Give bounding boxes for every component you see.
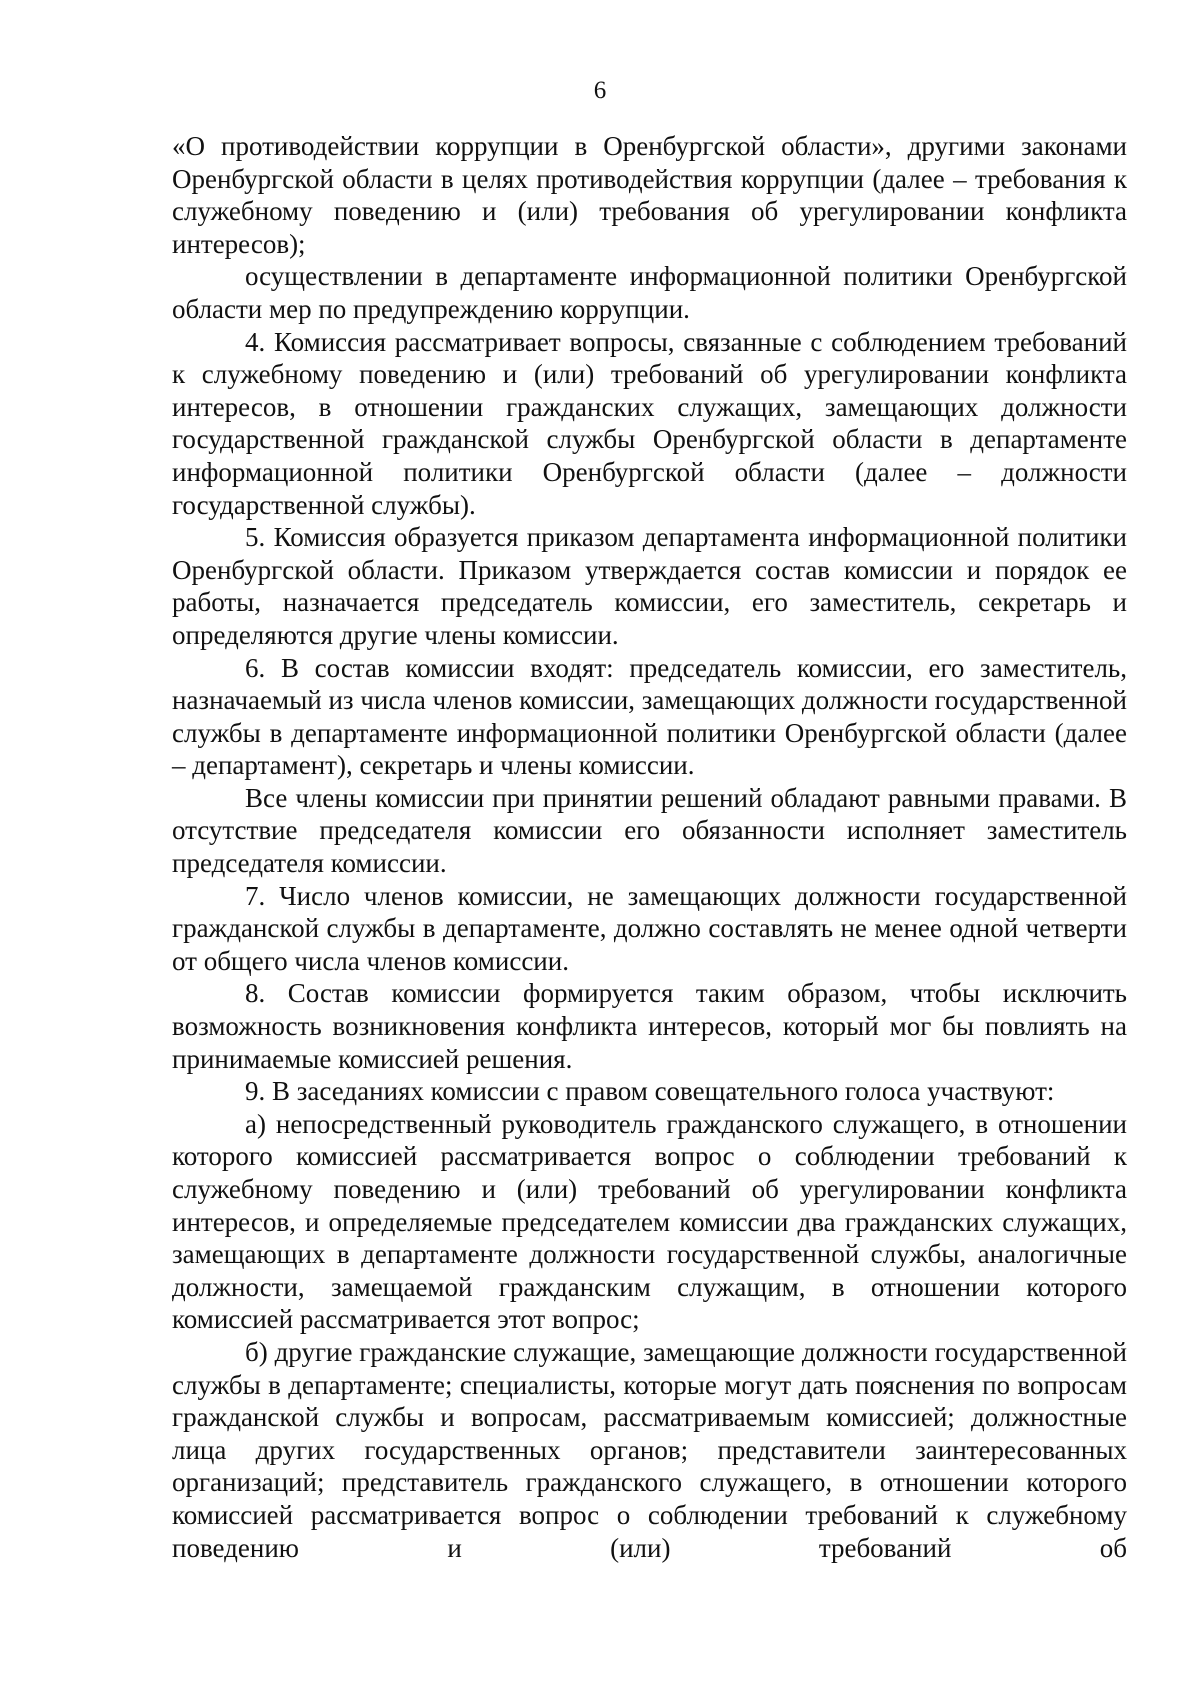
paragraph-8: 8. Состав комиссии формируется таким образом, чтобы исключить возможность возникновения конфликта интересов, который мог бы повлиять на принимаемые комиссией решения.	[172, 978, 1127, 1074]
paragraph-6: Все члены комиссии при принятии решений обладают равными правами. В отсутствие председателя комиссии его обязанности исполняет заместитель председателя комиссии.	[172, 782, 1127, 879]
paragraph-1: «О противодействии коррупции в Оренбургской области», другими законами Оренбургской области в целях противодействия коррупции (далее – требования к служебному поведению и (или) требования об урегулировании конфликта интересов);	[172, 131, 1127, 259]
paragraph-11: б) другие гражданские служащие, замещающие должности государственной службы в департаменте; специалисты, которые могут дать пояснения по вопросам гражданской службы и вопросам, рассматриваемым комиссией; должностные лица других государственных органов; представители заинтересованных организаций; представитель гражданского служащего, в отношении которого комиссией рассматривается вопрос о соблюдении требований к служебному поведению и (или) требований об	[172, 1336, 1127, 1563]
paragraph-4: 5. Комиссия образуется приказом департамента информационной политики Оренбургской области. Приказом утверждается состав комиссии и порядок ее работы, назначается председатель комиссии, его заместитель, секретарь и определяются другие члены комиссии.	[172, 522, 1127, 650]
document-body	[172, 130, 1127, 1564]
paragraph-5: 6. В состав комиссии входят: председатель комиссии, его заместитель, назначаемый из числа членов комиссии, замещающих должности государственной службы в департаменте информационной политики Оренбургской области (далее – департамент), секретарь и члены комиссии.	[172, 652, 1127, 781]
paragraph-9: 9. В заседаниях комиссии с правом совещательного голоса участвуют:	[245, 1076, 1055, 1107]
paragraph-7: 7. Число членов комиссии, не замещающих должности государственной гражданской службы в департаменте, должно составлять не менее одной четверти от общего числа членов комиссии.	[172, 880, 1127, 976]
paragraph-2: осуществлении в департаменте информационной политики Оренбургской области мер по предупреждению коррупции.	[172, 261, 1127, 324]
paragraph-3: 4. Комиссия рассматривает вопросы, связанные с соблюдением требований к служебному поведению и (или) требований об урегулировании конфликта интересов, в отношении гражданских служащих, замещающих должности государственной гражданской службы Оренбургской области в департаменте информационной политики Оренбургской области (далее – должности государственной службы).	[172, 326, 1127, 520]
page-number: 6	[593, 77, 607, 104]
paragraph-10: а) непосредственный руководитель гражданского служащего, в отношении которого комиссией рассматривается вопрос о соблюдении требований к служебному поведению и (или) требований об урегулировании конфликта интересов, и определяемые председателем комиссии два гражданских служащих, замещающих в департаменте должности государственной службы, аналогичные должности, замещаемой гражданским служащим, в отношении которого комиссией рассматривается этот вопрос;	[172, 1108, 1127, 1335]
